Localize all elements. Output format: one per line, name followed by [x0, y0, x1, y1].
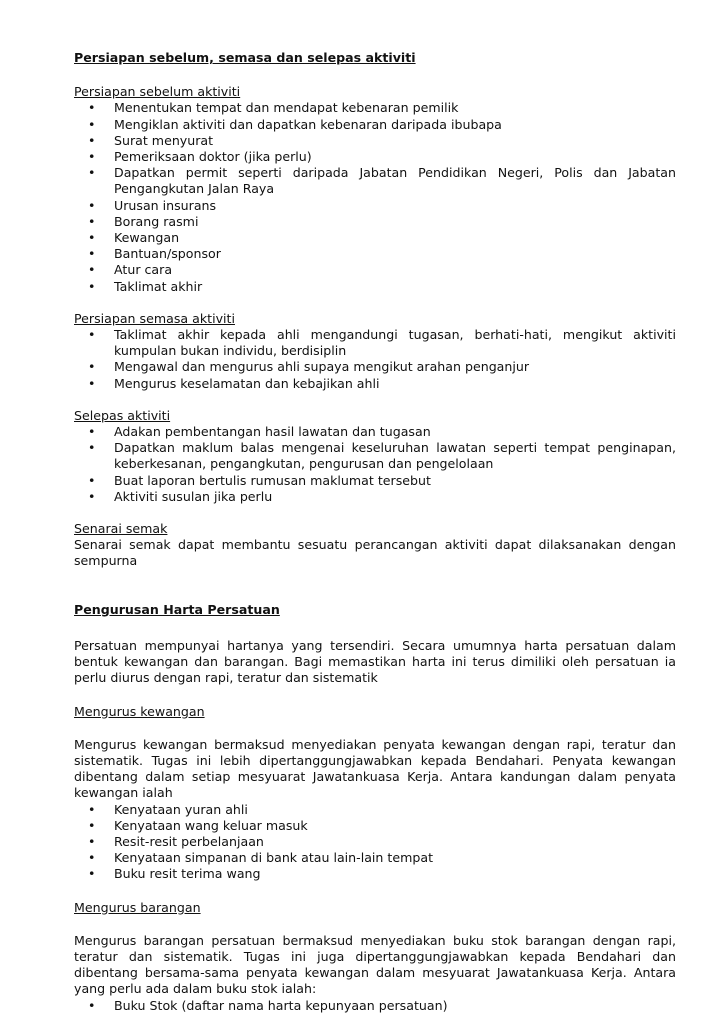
list-item: • Aktiviti susulan jika perlu: [88, 488, 273, 504]
bullet-icon: •: [88, 472, 96, 488]
list-stock-book: [74, 998, 676, 1014]
list-item: • Borang rasmi: [88, 213, 199, 229]
section-title-activity-preparation: Persiapan sebelum, semasa dan selepas aktiviti: [74, 50, 416, 65]
list-item: • Taklimat akhir kepada ahli mengandungi tugasan, berhati-hati, mengikut aktiviti kumpulan bukan individu, berdisiplin: [88, 327, 676, 359]
list-item: • Pemeriksaan doktor (jika perlu): [88, 149, 312, 165]
bullet-icon: •: [88, 213, 96, 229]
bullet-icon: •: [88, 197, 96, 213]
list-before-activity: [74, 100, 676, 294]
bullet-icon: •: [88, 488, 96, 504]
list-item: • Buku resit terima wang: [88, 866, 261, 882]
list-item: • Kenyataan wang keluar masuk: [88, 817, 308, 833]
list-item: • Buat laporan bertulis rumusan maklumat tersebut: [88, 472, 431, 488]
list-during-activity: [74, 327, 676, 392]
heading-during-activity: Persiapan semasa aktiviti: [74, 310, 235, 326]
bullet-icon: •: [88, 327, 96, 343]
list-item: • Buku Stok (daftar nama harta kepunyaan persatuan): [88, 997, 448, 1013]
heading-after-activity: Selepas aktiviti: [74, 407, 171, 423]
list-item: • Menentukan tempat dan mendapat kebenaran pemilik: [88, 100, 459, 116]
list-item: • Dapatkan maklum balas mengenai keseluruhan lawatan seperti tempat penginapan, keberkesanan, pengangkutan, pengurusan dan pengelolaan: [88, 440, 676, 472]
bullet-icon: •: [88, 262, 96, 278]
list-item: • Surat menyurat: [88, 132, 214, 148]
list-item: • Urusan insurans: [88, 197, 217, 213]
list-item: • Resit-resit perbelanjaan: [88, 833, 264, 849]
list-item: • Mengurus keselamatan dan kebajikan ahli: [88, 375, 380, 391]
list-item: • Kewangan: [88, 230, 180, 246]
list-finance-statement: [74, 802, 676, 883]
section-title-property-management: Pengurusan Harta Persatuan: [74, 601, 280, 617]
list-item: • Mengiklan aktiviti dan dapatkan kebenaran daripada ibubapa: [88, 116, 502, 132]
bullet-icon: •: [88, 116, 96, 132]
bullet-icon: •: [88, 100, 96, 116]
bullet-icon: •: [88, 278, 96, 294]
list-item: • Atur cara: [88, 262, 173, 278]
list-item: • Dapatkan permit seperti daripada Jabatan Pendidikan Negeri, Polis dan Jabatan Pengangkutan Jalan Raya: [88, 165, 676, 197]
goods-paragraph: Mengurus barangan persatuan bermaksud menyediakan buku stok barangan dengan rapi, teratur dan sistematik. Tugas ini juga dipertanggungjawabkan kepada Bendahari dan dibentang bersama-sama penyata kewangan dalam mesyuarat Jawatankuasa Kerja. Antara yang perlu ada dalam buku stok ialah:: [74, 932, 676, 997]
heading-finance: Mengurus kewangan: [74, 703, 205, 719]
list-item: • Bantuan/sponsor: [88, 246, 221, 262]
list-item: • Mengawal dan mengurus ahli supaya mengikut arahan penganjur: [88, 359, 530, 375]
list-item: • Adakan pembentangan hasil lawatan dan tugasan: [88, 424, 431, 440]
checklist-text: Senarai semak dapat membantu sesuatu perancangan aktiviti dapat dilaksanakan dengan sempurna: [74, 537, 676, 569]
bullet-icon: •: [88, 375, 96, 391]
bullet-icon: •: [88, 997, 96, 1013]
bullet-icon: •: [88, 359, 96, 375]
bullet-icon: •: [88, 801, 96, 817]
bullet-icon: •: [88, 132, 96, 148]
heading-checklist: Senarai semak: [74, 521, 168, 537]
bullet-icon: •: [88, 866, 96, 882]
list-item: • Kenyataan simpanan di bank atau lain-lain tempat: [88, 850, 434, 866]
property-intro-paragraph: Persatuan mempunyai hartanya yang tersendiri. Secara umumnya harta persatuan dalam bentuk kewangan dan barangan. Bagi memastikan harta ini terus dimiliki oleh persatuan ia perlu diurus dengan rapi, teratur dan sistematik: [74, 637, 676, 686]
list-item: • Taklimat akhir: [88, 278, 203, 294]
heading-goods: Mengurus barangan: [74, 899, 201, 915]
finance-paragraph: Mengurus kewangan bermaksud menyediakan penyata kewangan dengan rapi, teratur dan sistematik. Tugas ini lebih dipertanggungjawabkan kepada Bendahari. Penyata kewangan dibentang dalam setiap mesyuarat Jawatankuasa Kerja. Antara kandungan dalam penyata kewangan ialah: [74, 736, 676, 801]
bullet-icon: •: [88, 246, 96, 262]
bullet-icon: •: [88, 440, 96, 456]
heading-before-activity: Persiapan sebelum aktiviti: [74, 84, 241, 100]
bullet-icon: •: [88, 230, 96, 246]
list-after-activity: [74, 424, 676, 505]
list-item: • Kenyataan yuran ahli: [88, 801, 248, 817]
bullet-icon: •: [88, 817, 96, 833]
bullet-icon: •: [88, 165, 96, 181]
bullet-icon: •: [88, 833, 96, 849]
bullet-icon: •: [88, 424, 96, 440]
bullet-icon: •: [88, 149, 96, 165]
bullet-icon: •: [88, 850, 96, 866]
